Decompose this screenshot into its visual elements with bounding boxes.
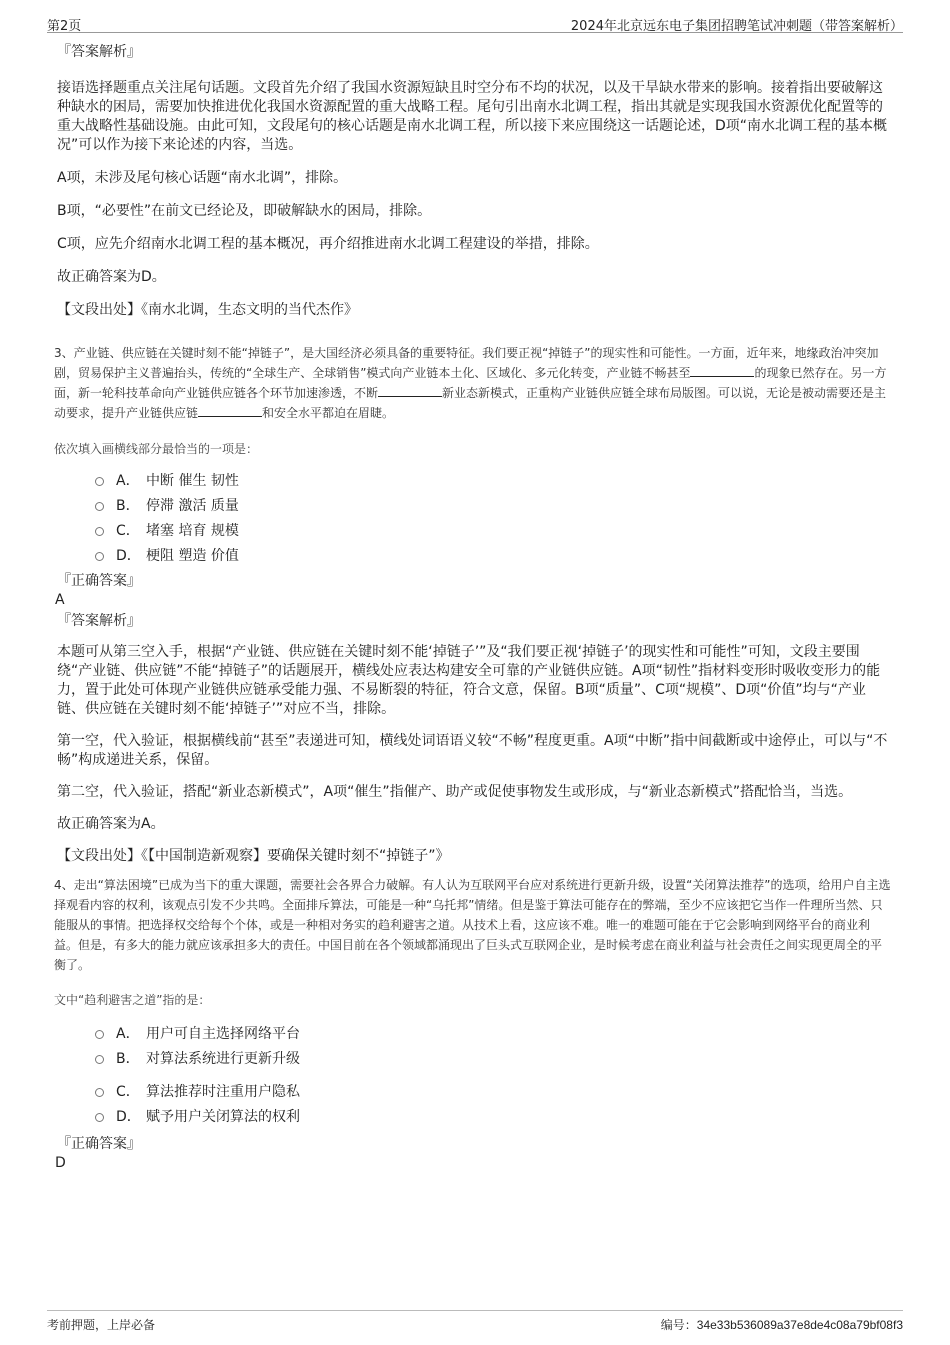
option-d[interactable]: D． 赋予用户关闭算法的权利	[95, 1105, 893, 1130]
option-a[interactable]: A． 中断 催生 韧性	[95, 469, 893, 494]
option-c[interactable]: C． 算法推荐时注重用户隐私	[95, 1080, 893, 1105]
fill-blank	[378, 384, 442, 397]
correct-answer-label: 『正确答案』	[57, 1136, 141, 1152]
document-title: 2024年北京远东电子集团招聘笔试冲刺题（带答案解析）	[570, 19, 903, 34]
correct-answer: A	[55, 592, 65, 608]
analysis-label: 『答案解析』	[57, 44, 141, 60]
radio-icon[interactable]	[95, 477, 104, 486]
radio-icon[interactable]	[95, 1088, 104, 1097]
question-3-options	[95, 469, 893, 569]
radio-icon[interactable]	[95, 1055, 104, 1064]
answer-statement: 故正确答案为D。	[57, 269, 166, 285]
question-3-prompt: 依次填入画横线部分最恰当的一项是：	[54, 442, 259, 456]
footer-slogan: 考前押题，上岸必备	[47, 1318, 156, 1332]
analysis-paragraph: 本题可从第三空入手，根据“产业链、供应链在关键时刻不能‘掉链子’”及“我们要正视‘掉链子’的现实性和可能性”可知，文段主要围绕“产业链、供应链”不能“掉链子”的话题展开，横线处应表达构建安全可靠的产业链供应链。A项“韧性”指材料变形时吸收变形力的能力，置于此处可体现产业链供应链承受能力强、不易断裂的特征，符合文意，保留。B项“质量”、C项“规模”、D项“价值”均与“产业链、供应链在关键时刻不能‘掉链子’”对应不当，排除。	[57, 644, 881, 717]
option-a[interactable]: A． 用户可自主选择网络平台	[95, 1022, 893, 1047]
analysis-paragraph: 第二空，代入验证，搭配“新业态新模式”，A项“催生”指催产、助产或促使事物发生或形成，与“新业态新模式”搭配恰当，当选。	[57, 784, 853, 800]
question-3-stem: 3、产业链、供应链在关键时刻不能“掉链子”，是大国经济必须具备的重要特征。我们要正视“掉链子”的现实性和可能性。一方面，近年来，地缘政治冲突加剧，贸易保护主义普遍抬头，传统的“全球生产、全球销售”模式向产业链本土化、区域化、多元化转变，产业链不畅甚至 的现象已然存在。另一方面，新一轮科技革命向产业链供应链各个环节加速渗透，不断 新业态新模式，正重构产业链供应链全球布局版图。可以说，无论是被动需要还是主动要求，提升产业链供应链 和安全水平都迫在眉睫。	[54, 346, 887, 420]
source-citation: 【文段出处】《【中国制造新观察】要确保关键时刻不“掉链子”》	[57, 848, 450, 864]
option-d[interactable]: D． 梗阻 塑造 价值	[95, 544, 893, 569]
radio-icon[interactable]	[95, 1113, 104, 1122]
radio-icon[interactable]	[95, 552, 104, 561]
radio-icon[interactable]	[95, 502, 104, 511]
radio-icon[interactable]	[95, 1030, 104, 1039]
analysis-label: 『答案解析』	[57, 613, 141, 629]
analysis-paragraph: C项，应先介绍南水北调工程的基本概况，再介绍推进南水北调工程建设的举措，排除。	[57, 236, 599, 252]
page-header	[47, 12, 903, 33]
document-body	[54, 42, 893, 1172]
analysis-paragraph: 接语选择题重点关注尾句话题。文段首先介绍了我国水资源短缺且时空分布不均的状况，以及干旱缺水带来的影响。接着指出要破解这种缺水的困局，需要加快推进优化我国水资源配置的重大战略工程。尾句引出南水北调工程，指出其就是实现我国水资源优化配置等的重大战略性基础设施。由此可知，文段尾句的核心话题是南水北调工程，所以接下来应围绕这一话题论述，D项“南水北调工程的基本概况”可以作为接下来论述的内容，当选。	[57, 80, 888, 153]
correct-answer: D	[55, 1155, 66, 1171]
question-4-stem: 4、走出“算法困境”已成为当下的重大课题，需要社会各界合力破解。有人认为互联网平台应对系统进行更新升级，设置“关闭算法推荐”的选项，给用户自主选择观看内容的权利，该观点引发不少共鸣。全面排斥算法，可能是一种“乌托邦”情绪。但是鉴于算法可能存在的弊端，至少不应该把它当作一件理所当然、只能服从的事情。把选择权交给每个个体，或是一种相对务实的趋利避害之道。从技术上看，这应该不难。唯一的难题可能在于它会影响到网络平台的商业利益。但是，有多大的能力就应该承担多大的责任。中国目前在各个领域都涌现出了巨头式互联网企业，是时候考虑在商业利益与社会责任之间实现更周全的平衡了。	[54, 878, 891, 972]
analysis-paragraph: B项，“必要性”在前文已经论及，即破解缺水的困局，排除。	[57, 203, 432, 219]
option-b[interactable]: B． 停滞 激活 质量	[95, 494, 893, 519]
analysis-paragraph: A项，未涉及尾句核心话题“南水北调”，排除。	[57, 170, 348, 186]
question-4-prompt: 文中“趋利避害之道”指的是：	[54, 993, 211, 1007]
option-b[interactable]: B． 对算法系统进行更新升级	[95, 1047, 893, 1072]
correct-answer-label: 『正确答案』	[57, 573, 141, 589]
page-number: 第2页	[47, 19, 82, 34]
question-4-options	[95, 1022, 893, 1130]
source-citation: 【文段出处】《南水北调，生态文明的当代杰作》	[57, 302, 358, 318]
fill-blank	[198, 404, 262, 417]
answer-statement: 故正确答案为A。	[57, 816, 165, 832]
option-c[interactable]: C． 堵塞 培育 规模	[95, 519, 893, 544]
fill-blank	[690, 364, 754, 377]
page-footer	[47, 1310, 903, 1335]
radio-icon[interactable]	[95, 527, 104, 536]
analysis-paragraph: 第一空，代入验证，根据横线前“甚至”表递进可知，横线处词语语义较“不畅”程度更重。A项“中断”指中间截断或中途停止，可以与“不畅”构成递进关系，保留。	[57, 733, 888, 768]
document-code: 编号：34e33b536089a37e8de4c08a79bf08f3	[660, 1318, 903, 1332]
